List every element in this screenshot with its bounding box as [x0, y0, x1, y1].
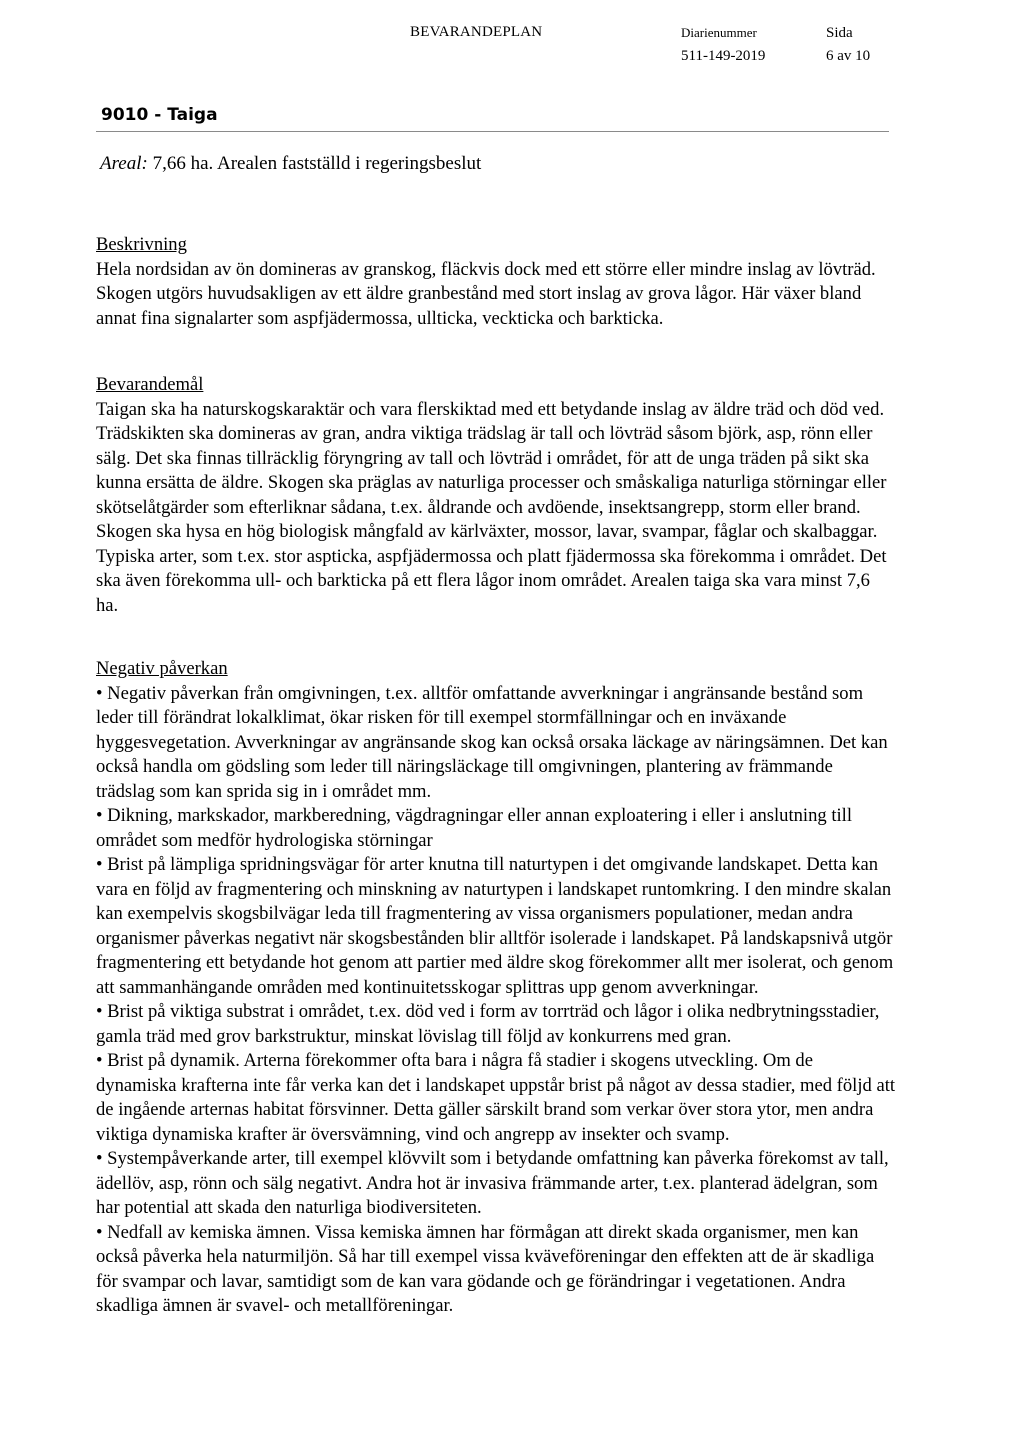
areal-text: 7,66 ha. Arealen fastställd i regeringsbeslut: [147, 153, 482, 174]
section-title: 9010 - Taiga: [101, 105, 218, 125]
bevarandemal-text: Taigan ska ha naturskogskaraktär och vara flerskiktad med ett betydande inslag av äldre träd och död ved. Trädskikten ska domineras av gran, andra viktiga trädslag är tall och lövträd såsom björk, asp, rönn eller sälg. Det ska finnas tillräcklig föryngring av tall och lövträd i området, för att de unga träden på sikt ska kunna ersätta de äldre. Skogen ska präglas av naturliga processer och småskaliga naturliga störningar eller skötselåtgärder som efterliknar sådana, t.ex. åldrande och avdöende, insektsangrepp, storm eller brand. Skogen ska hysa en hög biologisk mångfald av kärlväxter, mossor, lavar, svampar, fåglar och skalbaggar. Typiska arter, som t.ex. stor aspticka, aspfjädermossa och platt fjädermossa ska förekomma i området. Det ska även förekomma ull- och barkticka på ett flera lågor inom området. Arealen taiga ska vara minst 7,6 ha.: [96, 398, 887, 616]
list-item: • Nedfall av kemiska ämnen. Vissa kemiska ämnen har förmågan att direkt skada organismer, men kan också påverka hela naturmiljön. Så har till exempel vissa kväveföreningar den effekten att de är skadliga för svampar och lavar, samtidigt som de kan vara gödande och ge förändringar i vegetationen. Andra skadliga ämnen är svavel- och metallföreningar.: [96, 1221, 875, 1316]
document-type: BEVARANDEPLAN: [410, 24, 543, 40]
negativ-paverkan-heading: Negativ påverkan: [96, 658, 228, 679]
list-item: • Brist på viktiga substrat i området, t.ex. död ved i form av torrträd och lågor i olika nedbrytningsstadier, gamla träd med grov barkstruktur, minskat lövislag till följd av konkurrens med gran.: [96, 1001, 880, 1047]
areal-line: [100, 153, 481, 175]
beskrivning-section: [96, 233, 896, 331]
bevarandemal-heading: Bevarandemål: [96, 374, 204, 395]
list-item: • Brist på lämpliga spridningsvägar för arter knutna till naturtypen i det omgivande landskapet. Detta kan vara en följd av fragmentering och minskning av naturtypen i landskapet runtomkring. I den mindre skalan kan exempelvis skogsbilvägar leda till fragmentering av vissa organismers populationer, medan andra organismer påverkas negativt när skogsbestånden blir alltför isolerade i landskapet. På landskapsnivå utgör fragmentering ett betydande hot genom att partier med äldre skog förekommer allt mer isolerat, och genom att sammanhängande områden med kontinuitetsskogar splittras upp genom avverkningar.: [96, 854, 894, 998]
beskrivning-text: Hela nordsidan av ön domineras av granskog, fläckvis dock med ett större eller mindre inslag av lövträd. Skogen utgörs huvudsakligen av ett äldre granbestånd med stort inslag av grova lågor. Här växer bland annat fina signalarter som aspfjädermossa, ullticka, veckticka och barkticka.: [96, 258, 876, 329]
list-item: • Systempåverkande arter, till exempel klövvilt som i betydande omfattning kan påverka förekomst av tall, ädellöv, asp, rönn och sälg negativt. Andra hot är invasiva främmande arter, t.ex. planterad ädelgran, som har potential att skada den naturliga biodiversiteten.: [96, 1148, 889, 1218]
list-item: • Brist på dynamik. Arterna förekommer ofta bara i några få stadier i skogens utveckling. Om de dynamiska krafterna inte får verka kan det i landskapet uppstår brist på något av dessa stadier, med följd att de ingående arternas habitat försvinner. Detta gäller särskilt brand som verkar över stora ytor, men andra viktiga dynamiska krafter är översvämning, vind och angrepp av insekter och svamp.: [96, 1050, 896, 1145]
list-item: • Negativ påverkan från omgivningen, t.ex. alltför omfattande avverkningar i angränsande bestånd som leder till förändrat lokalklimat, ökar risken för till exempel stormfällningar och en inväxande hyggesvegetation. Avverkningar av angränsande skog kan också orsaka läckage av näringsämnen. Det kan också handla om gödsling som leder till näringsläckage till omgivningen, plantering av främmande trädslag som kan sprida sig in i området mm.: [96, 682, 888, 802]
beskrivning-heading: Beskrivning: [96, 234, 187, 255]
page-number: 6 av 10: [826, 48, 871, 64]
diarienummer-value: 511-149-2019: [681, 48, 766, 64]
list-item: • Dikning, markskador, markberedning, vägdragningar eller annan exploatering i eller i anslutning till området som medför hydrologiska störningar: [96, 805, 853, 851]
areal-label: Areal:: [100, 153, 148, 174]
diarienummer-label: Diarienummer: [681, 25, 757, 40]
bevarandemal-section: [96, 373, 896, 618]
page-label: Sida: [826, 25, 853, 41]
negativ-paverkan-section: [96, 657, 896, 1319]
title-divider: [96, 131, 889, 132]
